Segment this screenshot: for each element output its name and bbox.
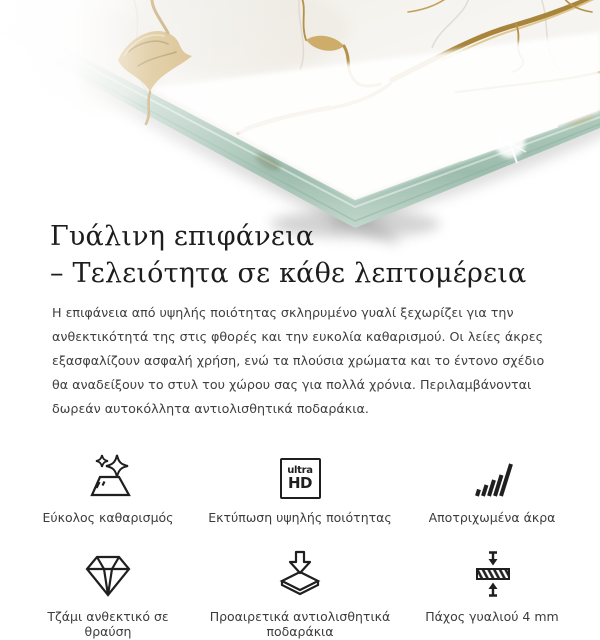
feature-label: Τζάμι ανθεκτικό σε θραύση xyxy=(47,608,169,639)
feature-item-glass-thickness xyxy=(425,550,558,640)
product-description-text: Η επιφάνεια από υψηλής ποιότητας σκληρυμένο γυαλί ξεχωρίζει για την ανθεκτικότητά της στις φθορές και την ευκολία καθαρισμού. Οι λείες άκρες εξασφαλίζουν ασφαλή χρήση, ενώ τα πλούσια χρώματα και το έντονο σχέδιο θα αναδείξουν το στυλ του χώρου σας για πολλά χρόνια. Περιλαμβάνονται δωρεάν αυτοκόλλητα αντιολισθητικά ποδαράκια. xyxy=(52,305,545,416)
feature-item-anti-slip-feet xyxy=(200,550,400,640)
ultra-hd-badge-line1: ultra xyxy=(287,465,313,476)
feature-item-shatter-resistant xyxy=(44,550,172,640)
glass-thickness-icon xyxy=(464,550,520,598)
features-grid xyxy=(28,451,572,640)
feature-label: Εκτύπωση υψηλής ποιότητας xyxy=(208,510,392,525)
hero-section xyxy=(0,0,600,212)
glass-panel-image xyxy=(0,0,600,212)
ultra-hd-badge-line2: HD xyxy=(287,474,312,492)
feature-item-easy-cleaning xyxy=(42,451,173,526)
diamond-icon xyxy=(80,550,136,598)
title-line-2: – Τελειότητα σε κάθε λεπτομέρεια xyxy=(50,258,527,289)
left-fade-overlay xyxy=(0,0,290,240)
polished-edges-icon xyxy=(464,451,520,499)
feature-item-hd-print xyxy=(208,451,391,526)
feature-label: Πάχος γυαλιού 4 mm xyxy=(425,608,559,624)
ultra-hd-icon xyxy=(280,451,321,499)
title-line-1: Γυάλινη επιφάνεια xyxy=(50,221,315,252)
anti-slip-feet-icon xyxy=(272,550,328,598)
sparkle-clean-icon xyxy=(80,451,136,499)
feature-label: Προαιρετικά αντιολισθητικά ποδαράκια xyxy=(209,608,391,639)
feature-item-polished-edges xyxy=(429,451,556,526)
feature-label: Εύκολος καθαρισμός xyxy=(42,510,174,525)
page-title xyxy=(50,218,550,292)
description-section xyxy=(0,218,600,421)
feature-label: Αποτριχωμένα άκρα xyxy=(428,510,556,525)
